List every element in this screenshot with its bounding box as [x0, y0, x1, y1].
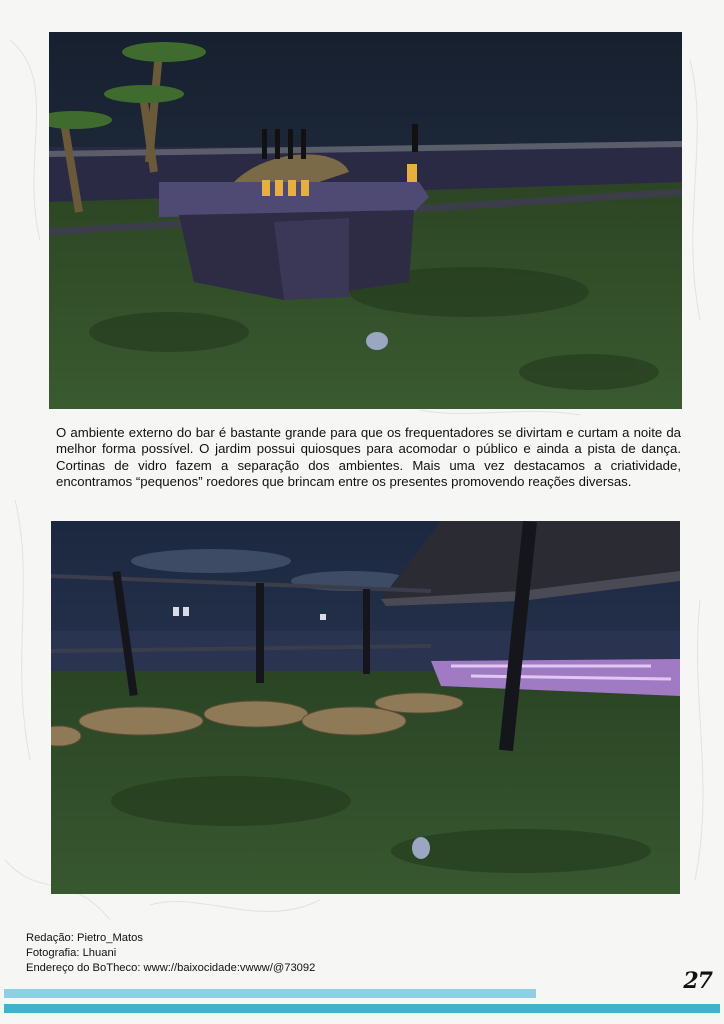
- article-paragraph: O ambiente externo do bar é bastante grande para que os frequentadores se divirtam e curtam a noite da melhor forma possível. O jardim possui quiosques para acomodar o público e ainda a pista de dança. Cortinas de vidro fazem a separação dos ambientes. Mais uma vez destacamos a criatividade, encontramos “pequenos” roedores que brincam entre os presentes promovendo reações diversas.: [56, 425, 681, 490]
- photo-outdoor-bar: [49, 32, 682, 409]
- page-number: 27: [683, 968, 712, 994]
- credit-photographer: Fotografia: Lhuani: [26, 946, 117, 959]
- photo-garden-dance-floor: [51, 521, 680, 894]
- credits-block: [26, 931, 315, 975]
- credit-writer: Redação: Pietro_Matos: [26, 932, 143, 944]
- footer-bar-dark: [4, 1004, 720, 1013]
- credit-address: Endereço do BoTheco: www://baixocidade:vwww/@73092: [26, 961, 316, 974]
- footer-bar-light: [4, 989, 536, 998]
